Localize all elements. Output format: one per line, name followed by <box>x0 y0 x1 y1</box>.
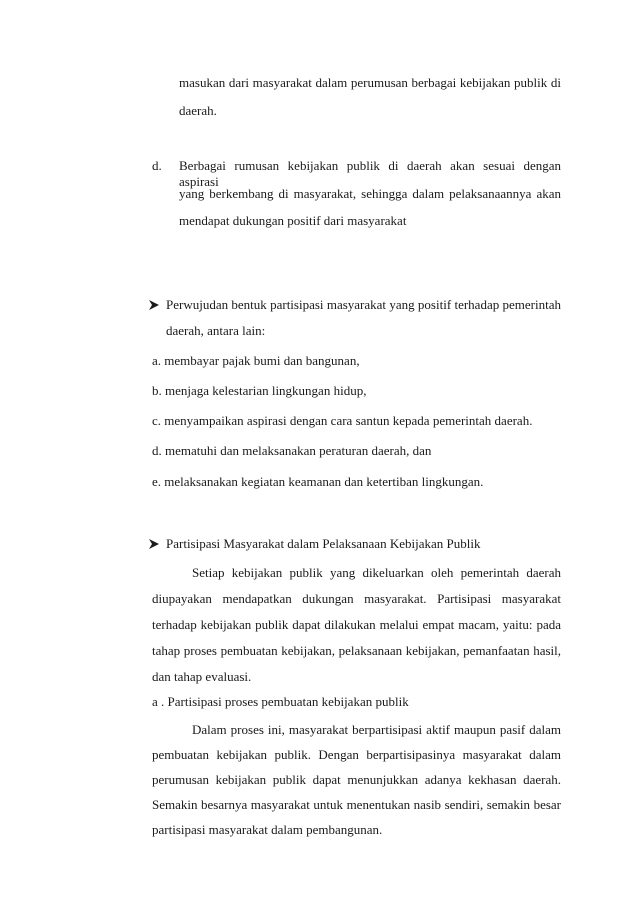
section1-item-b: b. menjaga kelestarian lingkungan hidup, <box>152 383 367 398</box>
item-d-marker: d. <box>152 158 162 173</box>
section1-item-d: d. mematuhi dan melaksanakan peraturan daerah, dan <box>152 443 432 458</box>
section1-item-e: e. melaksanakan kegiatan keamanan dan ketertiban lingkungan. <box>152 474 484 489</box>
section2-para2-line-2: pembuatan kebijakan publik. Dengan berpartisipasinya masyarakat dalam <box>152 747 561 762</box>
section2-para2-line-1: Dalam proses ini, masyarakat berpartisipasi aktif maupun pasif dalam <box>192 722 561 737</box>
section1-heading-line-2: daerah, antara lain: <box>166 323 266 338</box>
section2-para1-line-4: tahap proses pembuatan kebijakan, pelaksanaan kebijakan, pemanfaatan hasil, <box>152 643 561 658</box>
section2-para1-line-1: Setiap kebijakan publik yang dikeluarkan oleh pemerintah daerah <box>192 565 561 580</box>
section1-item-c: c. menyampaikan aspirasi dengan cara santun kepada pemerintah daerah. <box>152 413 533 428</box>
continuation-line-2: daerah. <box>179 103 217 118</box>
bullet-arrow-icon <box>148 538 160 550</box>
section2-heading: Partisipasi Masyarakat dalam Pelaksanaan Kebijakan Publik <box>166 536 481 551</box>
section2-para2-line-4: Semakin besarnya masyarakat untuk menentukan nasib sendiri, semakin besar <box>152 797 561 812</box>
section1-heading-line-1: Perwujudan bentuk partisipasi masyarakat yang positif terhadap pemerintah <box>166 297 561 312</box>
continuation-line-1: masukan dari masyarakat dalam perumusan berbagai kebijakan publik di <box>179 75 561 90</box>
section1-item-a: a. membayar pajak bumi dan bangunan, <box>152 353 360 368</box>
bullet-arrow-icon <box>148 299 160 311</box>
item-d-line-3: mendapat dukungan positif dari masyarakat <box>179 213 407 228</box>
section2-para2-line-3: perumusan kebijakan publik dapat menunjukkan adanya kekhasan daerah. <box>152 772 561 787</box>
section2-subheading: a . Partisipasi proses pembuatan kebijakan publik <box>152 694 409 709</box>
section2-para1-line-2: diupayakan mendapatkan dukungan masyarakat. Partisipasi masyarakat <box>152 591 561 606</box>
item-d-line-1: Berbagai rumusan kebijakan publik di daerah akan sesuai dengan aspirasi <box>179 158 561 189</box>
section2-para1-line-3: terhadap kebijakan publik dapat dilakukan melalui empat macam, yaitu: pada <box>152 617 561 632</box>
section2-para1-line-5: dan tahap evaluasi. <box>152 669 252 684</box>
section2-para2-line-5: partisipasi masyarakat dalam pembangunan. <box>152 822 383 837</box>
item-d-line-2: yang berkembang di masyarakat, sehingga dalam pelaksanaannya akan <box>179 186 561 201</box>
